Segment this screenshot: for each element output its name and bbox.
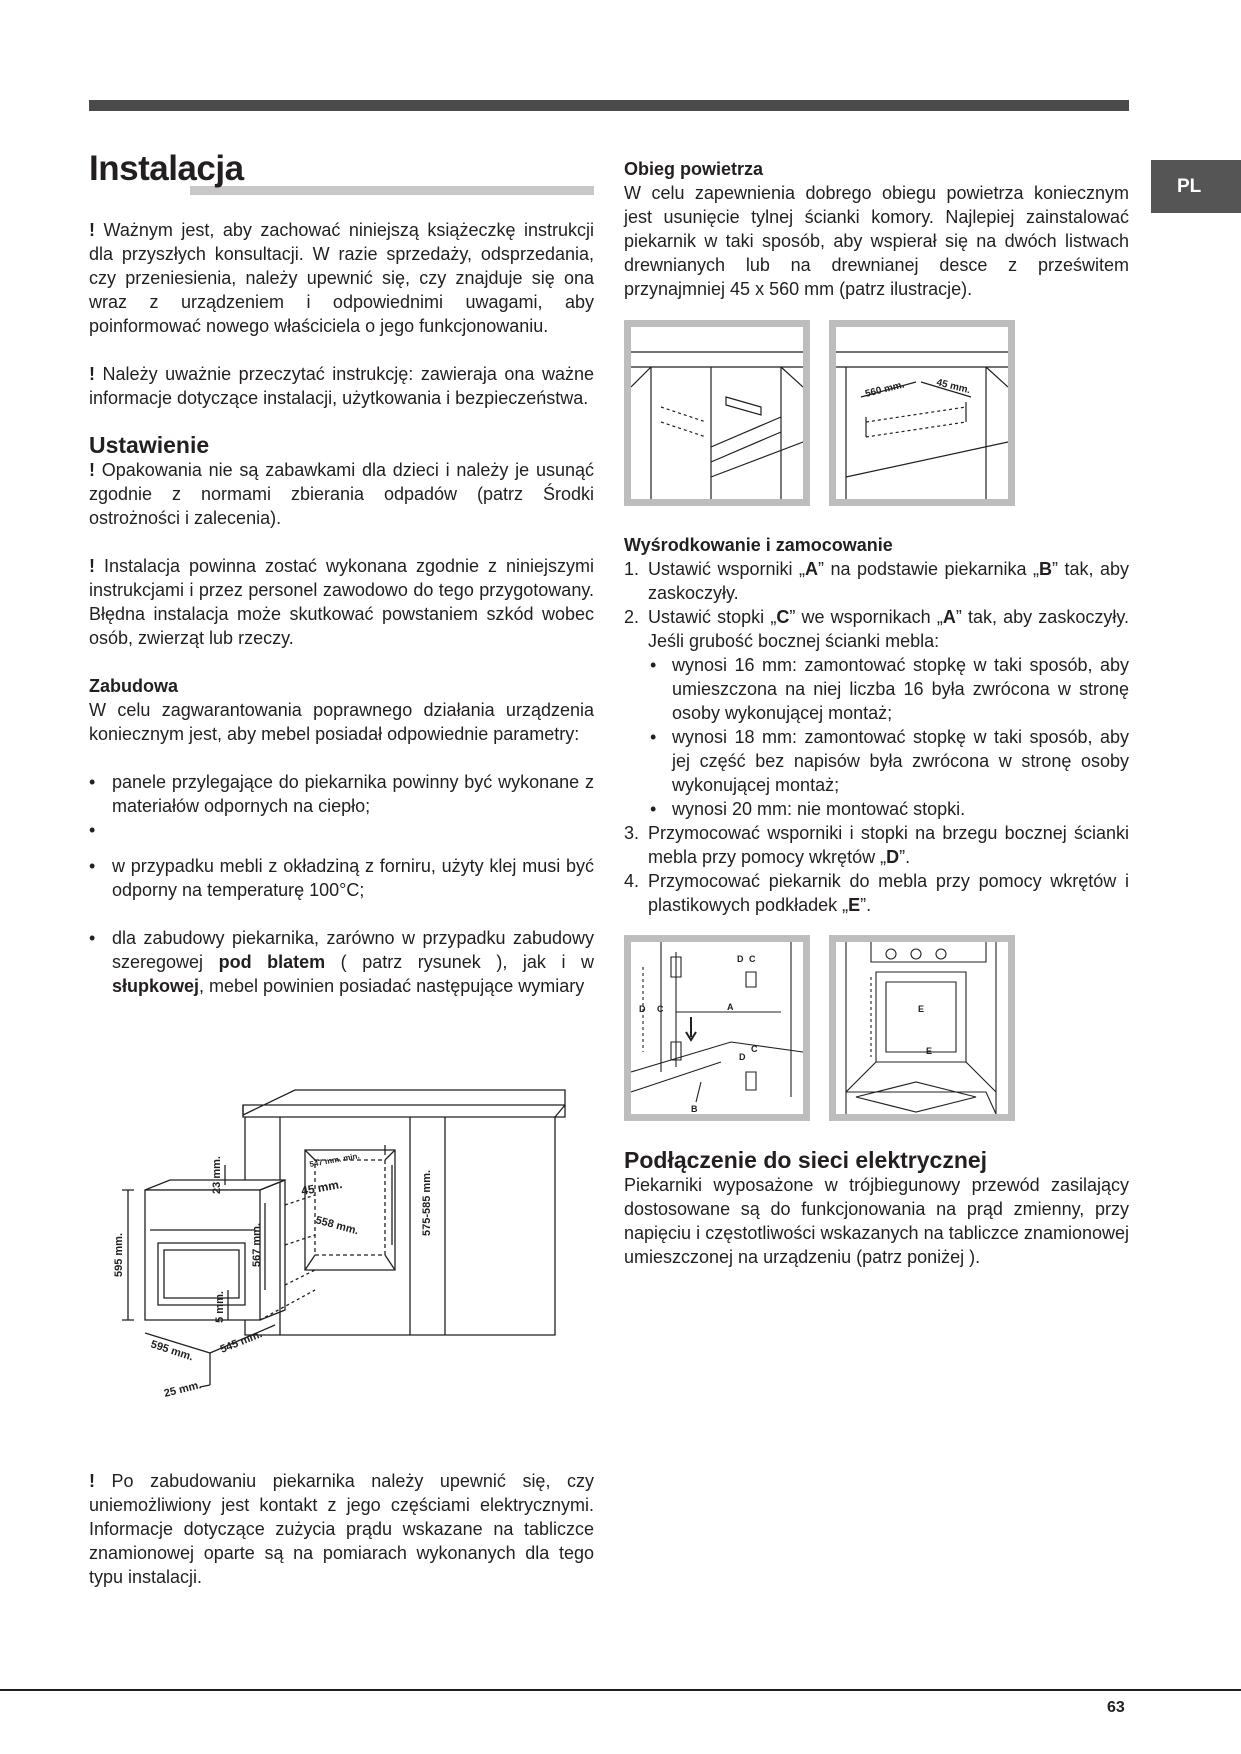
fig-label-D-bottom: D — [739, 1052, 746, 1062]
step-4-text-b: ”. — [860, 895, 872, 915]
note-electrical-contact-text: Po zabudowaniu piekarnika należy upewnić się, czy uniemożliwiony jest kontakt z jego częściami elektrycznymi. Informacje dotyczące zużycia prądu wskazane na tabliczce znamionowej oparte są na pomiarach wykonanych dla tego typu instalacji. — [89, 1471, 594, 1587]
fig-label-C-top: C — [749, 954, 756, 964]
page-number: 63 — [1107, 1699, 1125, 1716]
right-column-middle — [624, 533, 1129, 917]
note-electrical-contact — [89, 1469, 594, 1589]
dim-567: 567 mm. — [251, 1222, 263, 1268]
step-3-text-b: ”. — [899, 847, 911, 867]
zabudowa-intro: W celu zagwarantowania poprawnego działania urządzenia koniecznym jest, aby mebel posiadał odpowiednie parametry: — [89, 700, 594, 744]
warning-icon: ! — [89, 556, 95, 576]
dim-575-585: 575-585 mm. — [421, 1169, 433, 1237]
thickness-18: • wynosi 18 mm: zamontować stopkę w taki sposób, aby jej część bez napisów była zwrócona w stronę osoby wykonującej montaż; — [648, 725, 1129, 797]
obieg-text: W celu zapewnienia dobrego obiegu powietrza koniecznym jest usunięcie tylnej ścianki komory. Najlepiej zainstalować piekarnik w taki sposób, aby wspierał się na dwóch listwach drewnianych lub na drewnianej desce z prześwitem przynajmniej 45 x 560 mm (patrz ilustracje). — [624, 183, 1129, 299]
fig-label-C-left: C — [657, 1004, 664, 1014]
section-zabudowa: Zabudowa — [89, 676, 178, 696]
zabudowa-list-3 — [89, 926, 594, 998]
step-1-text-b: ” na podstawie piekarnika „ — [817, 559, 1040, 579]
step-1-text-c: ” tak, aby zaskoczyły. — [648, 559, 1129, 603]
page-title: Instalacja — [89, 149, 244, 188]
fig-label-D-left: D — [639, 1004, 646, 1014]
right-column-bottom — [624, 1147, 1129, 1269]
air-circulation-drawing-2 — [836, 327, 1008, 499]
step-1 — [624, 557, 1129, 605]
dim-595-height: 595 mm. — [113, 1232, 125, 1278]
zabudowa-bullet-1: • panele przylegające do piekarnika powinny być wykonane z materiałów odpornych na ciepło; — [89, 770, 594, 818]
step-1-number: 1. — [624, 559, 640, 579]
figure-mounting-brackets — [624, 935, 810, 1121]
note-keep-manual-text: Ważnym jest, aby zachować niniejszą książeczkę instrukcji dla przyszłych konsultacji. W razie sprzedaży, odsprzedania, czy przeniesienia, należy upewnić się, czy znajduje się ona wraz z urządzeniem i odpowiednimi uwagami, aby poinformować nowego właściciela o jego funkcjonowaniu. — [89, 220, 594, 336]
step-2-text-b: ” we wspornikach „ — [789, 607, 943, 627]
fig-label-E-upper: E — [918, 1004, 925, 1014]
oven-fixing-drawing — [836, 942, 1008, 1114]
dim-558: 558 mm. — [314, 1214, 360, 1238]
bullet3-text-c: ( patrz rysunek ), jak i w — [325, 952, 594, 972]
step-1-label-A: A — [804, 559, 818, 579]
right-column-top — [624, 157, 1129, 301]
spacer — [89, 818, 594, 842]
note-packaging-text: Opakowania nie są zabawkami dla dzieci i należy je usunąć zgodnie z normami zbierania odpadów (patrz Środki ostrożności i zalecenia). — [89, 460, 594, 528]
step-4-label-E: E — [848, 895, 861, 915]
step-3-text-a: Przymocować wsporniki i stopki na brzegu bocznej ścianki mebla przy pomocy wkrętów „ — [648, 823, 1129, 867]
section-obieg: Obieg powietrza — [624, 159, 764, 179]
note-packaging — [89, 458, 594, 530]
section-podlaczenie: Podłączenie do sieci elektrycznej — [624, 1147, 988, 1173]
bullet3-bold-slupkowej: słupkowej — [112, 976, 200, 996]
step-4-number: 4. — [624, 871, 640, 891]
figure-oven-fixing — [829, 935, 1015, 1121]
figure-air-circulation-2 — [829, 320, 1015, 506]
step-1-label-B: B — [1039, 559, 1053, 579]
step-2 — [624, 605, 1129, 821]
mounting-steps — [624, 557, 1129, 917]
bottom-rule — [0, 1689, 1241, 1691]
section-ustawienie: Ustawienie — [89, 432, 210, 458]
podlaczenie-text: Piekarniki wyposażone w trójbiegunowy przewód zasilający dostosowane są do funkcjonowania na prąd zmienny, przy napięciu i częstotliwości wskazanych na tabliczce znamionowej umieszczonej na urządzeniu (patrz poniżej ). — [624, 1175, 1129, 1267]
note-read-manual — [89, 362, 594, 410]
zabudowa-bullet-2: • w przypadku mebli z okładziną z forniru, użyty klej musi być odporny na temperaturę 100°C; — [89, 854, 594, 902]
step-2-label-A: A — [942, 607, 956, 627]
zabudowa-list-2 — [89, 854, 594, 902]
fig-label-B: B — [691, 1104, 698, 1114]
thickness-16: • wynosi 16 mm: zamontować stopkę w taki sposób, aby umieszczona na niej liczba 16 była zwrócona w stronę osoby wykonującej montaż; — [648, 653, 1129, 725]
language-tab — [1151, 160, 1241, 213]
fig-dim-560: 560 mm. — [864, 379, 906, 400]
dim-25: 25 mm. — [162, 1379, 203, 1400]
dim-545: 545 mm. — [218, 1328, 264, 1356]
note-installation-text: Instalacja powinna zostać wykonana zgodnie z niniejszymi instrukcjami i przez personel zawodowo do tego przygotowany. Błędna instalacja może skutkować powstaniem szkód wobec osób, zwierząt lub rzeczy. — [89, 556, 594, 648]
air-circulation-drawing-1 — [631, 327, 803, 499]
warning-icon: ! — [89, 364, 95, 384]
note-installation — [89, 554, 594, 650]
dim-547: 547 mm. min. — [308, 1151, 361, 1169]
warning-icon: ! — [89, 1471, 95, 1491]
note-read-manual-text: Należy uważnie przeczytać instrukcję: zawieraja ona ważne informacje dotyczące instalacji, użytkowania i bezpieczeństwa. — [89, 364, 594, 408]
zabudowa-list — [89, 770, 594, 842]
step-2-text-c: ” tak, aby zaskoczyły. Jeśli grubość bocznej ścianki mebla: — [648, 607, 1129, 651]
warning-icon: ! — [89, 220, 95, 240]
fig-label-C-bottom: C — [751, 1044, 758, 1054]
figure-air-circulation-1 — [624, 320, 810, 506]
step-3-number: 3. — [624, 823, 640, 843]
thickness-list — [648, 653, 1129, 821]
bullet3-text-a: dla zabudowy piekarnika, zarówno w przypadku zabudowy szeregowej — [112, 928, 594, 972]
thickness-20: • wynosi 20 mm: nie montować stopki. — [648, 797, 1129, 821]
fig-label-D-top: D — [737, 954, 744, 964]
step-2-number: 2. — [624, 607, 640, 627]
mounting-brackets-drawing — [631, 942, 803, 1114]
bullet3-text-e: , mebel powinien posiadać następujące wymiary — [199, 976, 585, 996]
step-2-label-C: C — [776, 607, 790, 627]
step-3-label-D: D — [886, 847, 900, 867]
section-wysrodkowanie: Wyśrodkowanie i zamocowanie — [624, 535, 893, 555]
step-1-text-a: Ustawić wsporniki „ — [648, 559, 805, 579]
bullet3-bold-pod-blatem: pod blatem — [218, 952, 326, 972]
language-tab-label: PL — [1177, 175, 1202, 197]
dim-5: 5 mm. — [214, 1291, 226, 1323]
step-4-text-a: Przymocować piekarnik do mebla przy pomocy wkrętów i plastikowych podkładek „ — [648, 871, 1129, 915]
note-keep-manual — [89, 218, 594, 338]
warning-icon: ! — [89, 460, 95, 480]
step-4 — [624, 869, 1129, 917]
built-in-dimensions-diagram — [110, 1085, 575, 1440]
fig-label-A: A — [727, 1002, 734, 1012]
step-2-text-a: Ustawić stopki „ — [648, 607, 777, 627]
step-3 — [624, 821, 1129, 869]
dim-45: 45 mm. — [300, 1176, 344, 1198]
top-bar — [89, 100, 1129, 111]
fig-dim-45: 45 mm. — [935, 377, 972, 397]
left-column — [89, 148, 594, 998]
dim-23: 23 mm. — [211, 1156, 223, 1194]
left-bottom-note — [89, 1469, 594, 1589]
dim-595-width: 595 mm. — [149, 1338, 195, 1364]
zabudowa-bullet-3 — [89, 926, 594, 998]
fig-label-E-lower: E — [926, 1046, 933, 1056]
